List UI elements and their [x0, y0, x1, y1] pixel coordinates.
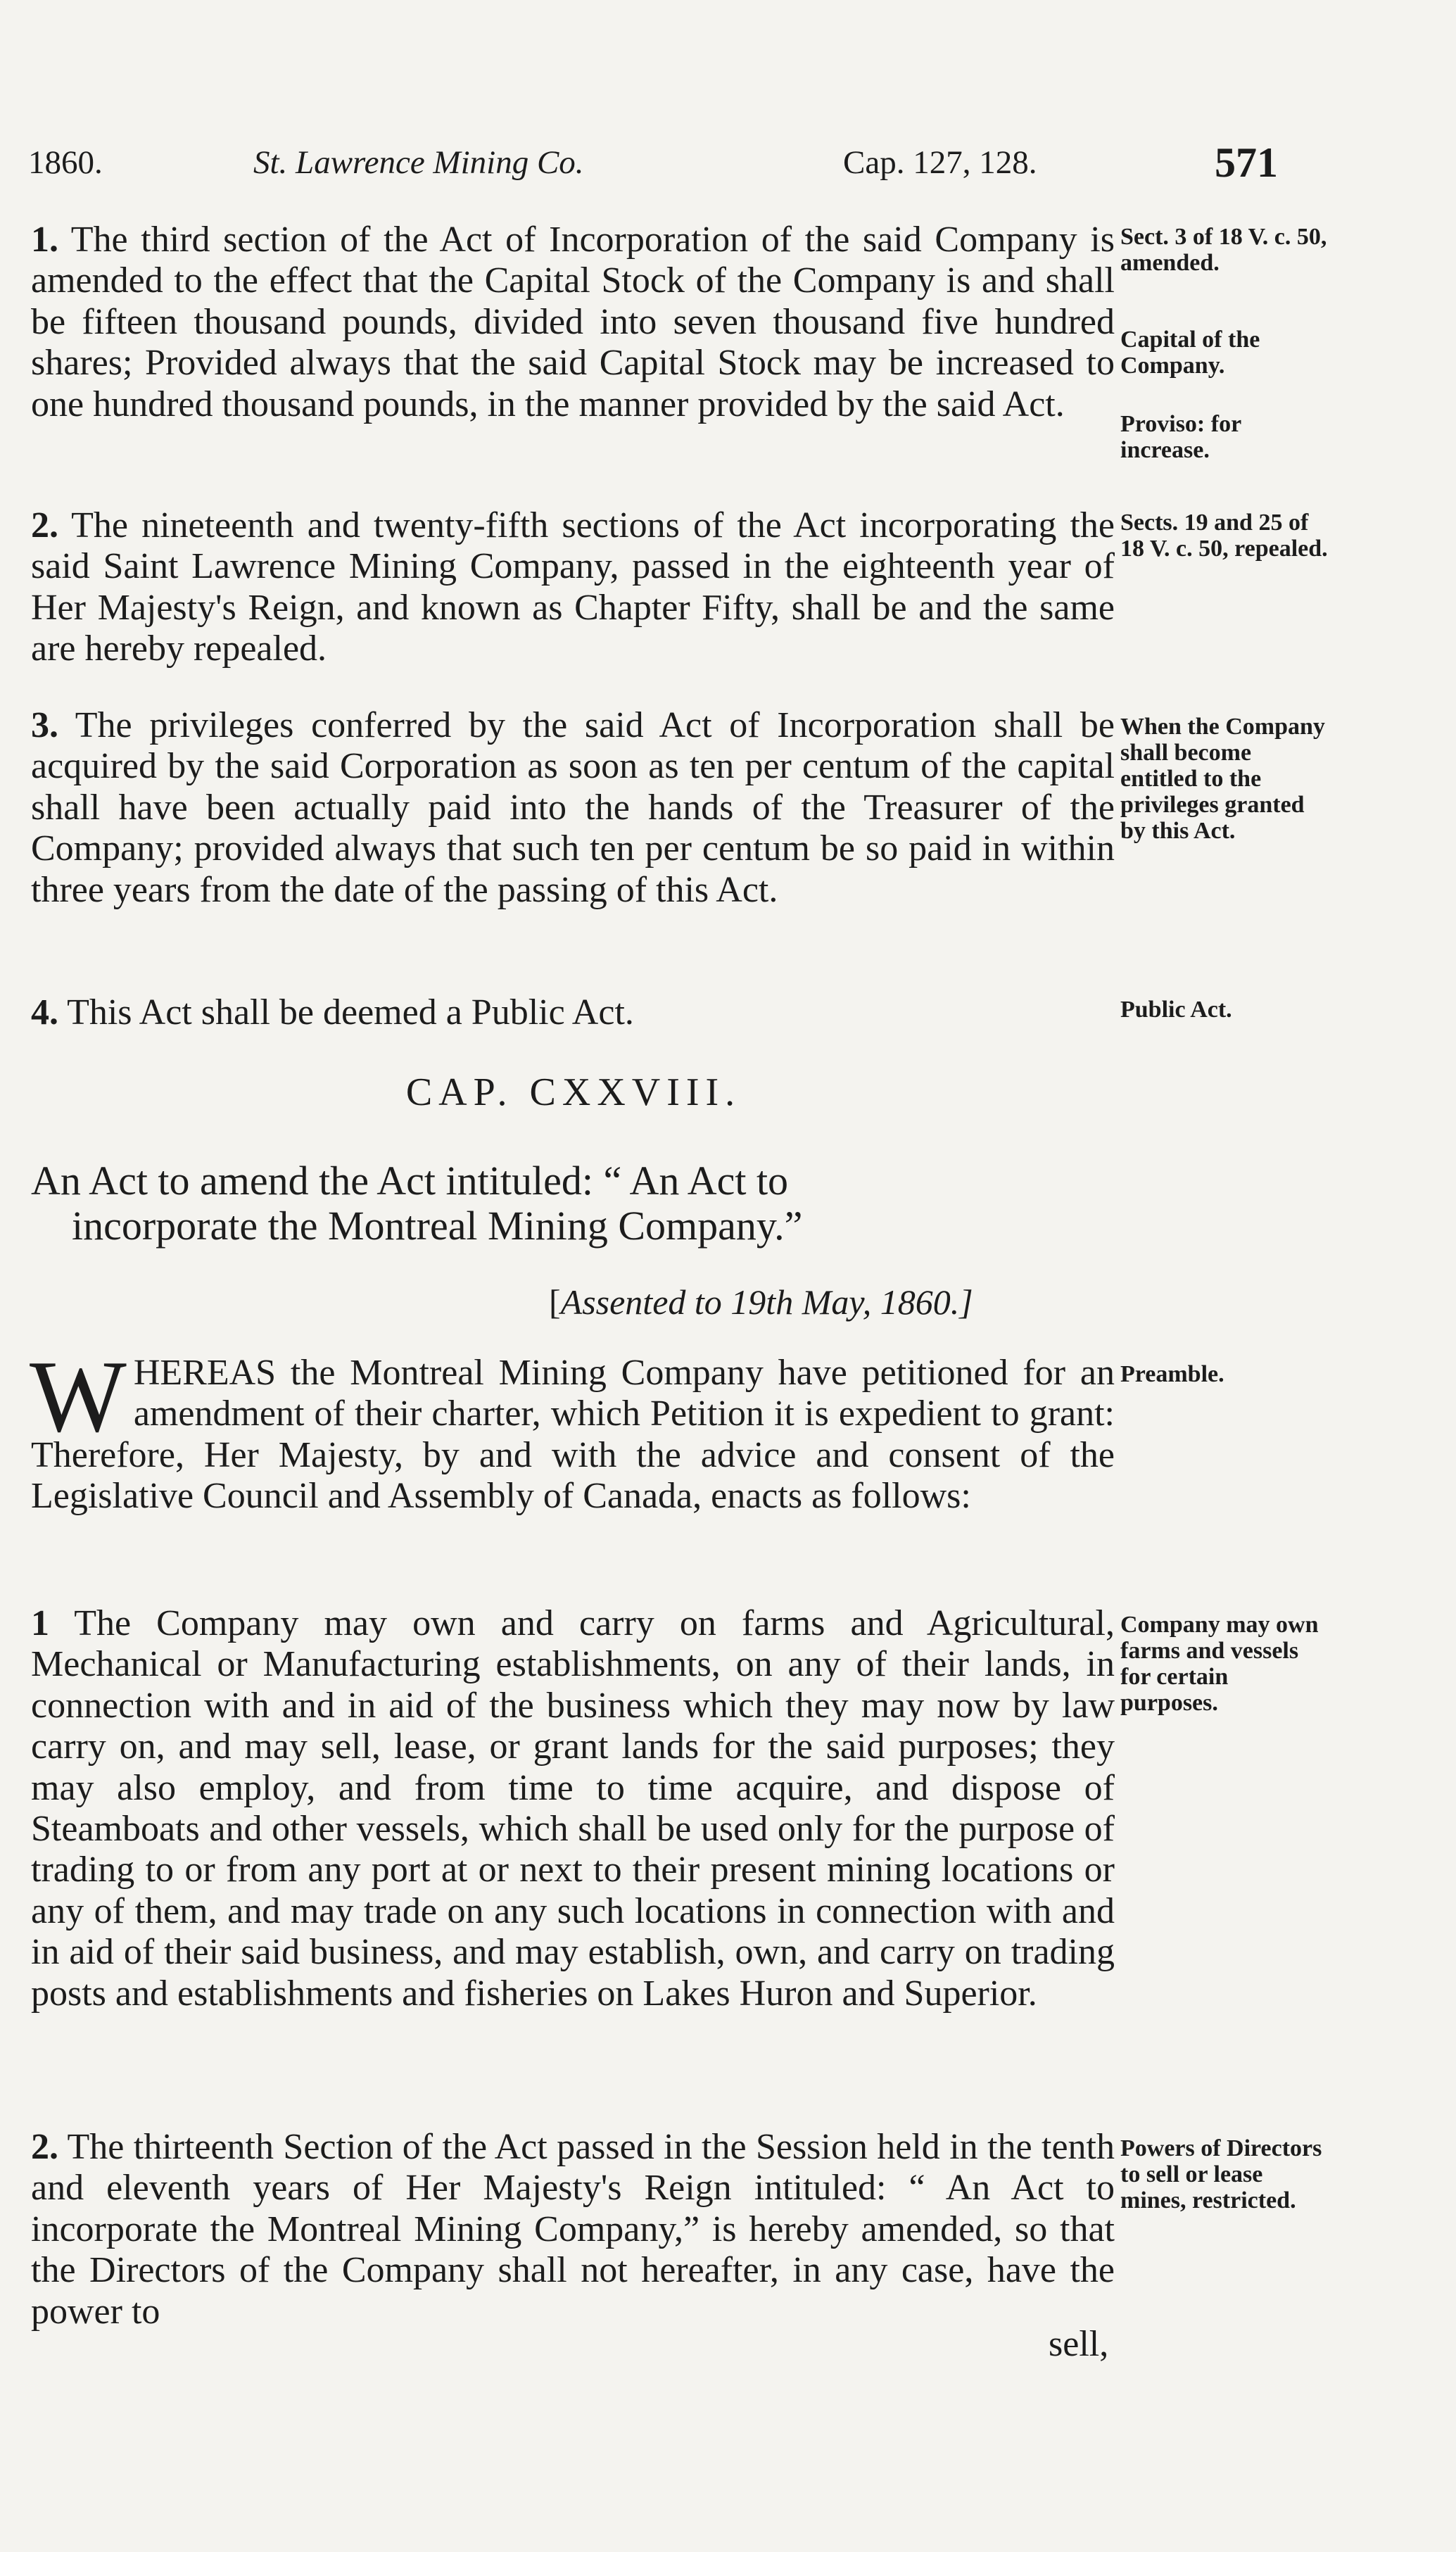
- margin-note-sect-3: Sect. 3 of 18 V. c. 50, amended.: [1120, 224, 1327, 276]
- margin-note-capital: Capital of the Company.: [1120, 327, 1260, 379]
- assent-line: [549, 1280, 973, 1325]
- assent-bracket: [: [549, 1282, 561, 1322]
- section-number: 1: [31, 1603, 49, 1643]
- drop-cap: W: [30, 1339, 127, 1453]
- section-text: This Act shall be deemed a Public Act.: [67, 992, 634, 1032]
- section-number: 4.: [31, 992, 58, 1032]
- margin-note-preamble: Preamble.: [1120, 1361, 1224, 1387]
- margin-note-privileges: When the Company shall become entitled to the privileges granted by this Act.: [1120, 714, 1325, 844]
- preamble-text: the Montreal Mining Company have petitioned for an amendment of their charter, which Petition it is expedient to grant: Therefore, Her Majesty, by and with the advice and consent of the Legislative Council and Assembly of Canada, enacts as follows:: [31, 1353, 1115, 1517]
- margin-note-public-act: Public Act.: [1120, 997, 1232, 1023]
- section-2-montreal: [31, 2127, 1115, 2332]
- section-4-st-lawrence: [31, 992, 1115, 1033]
- section-text: The Company may own and carry on farms and Agricultural, Mechanical or Manufacturing establishments, on any of their lands, in connection with and in aid of the business which they may now by law carry on, and may sell, lease, or grant lands for the said purposes; they may also employ, and from time to time acquire, and dispose of Steamboats and other vessels, which shall be used only for the purpose of trading to or from any port at or next to their present mining locations or any of them, and may trade on any such locations in connection with and in aid of their said business, and may establish, own, and carry on trading posts and establishments and fisheries on Lakes Huron and Superior.: [31, 1603, 1115, 2014]
- section-number: 1.: [31, 220, 58, 260]
- preamble-opening: HEREAS: [133, 1353, 277, 1393]
- section-text: The privileges conferred by the said Act of Incorporation shall be acquired by the said Corporation as soon as ten per centum of the capital shall have been actually paid into the hands of the Treasurer of the Company; provided always that such ten per centum be so paid in within three years from the date of the passing of this Act.: [31, 705, 1115, 910]
- margin-note-farms-vessels: Company may own farms and vessels for certain purposes.: [1120, 1612, 1319, 1716]
- act-title-line-2: incorporate the Montreal Mining Company.”: [72, 1203, 803, 1249]
- catchword: sell,: [1049, 2324, 1109, 2364]
- header-chapter: Cap. 127, 128.: [843, 144, 1037, 181]
- section-3-st-lawrence: [31, 705, 1115, 911]
- assent-date: 19th May, 1860.]: [730, 1282, 973, 1322]
- section-number: 2.: [31, 2127, 58, 2167]
- section-1-st-lawrence: [31, 220, 1115, 425]
- section-text: The nineteenth and twenty-fifth sections of the Act incorporating the said Saint Lawrence Mining Company, passed in the eighteenth year of Her Majesty's Reign, and known as Chapter Fifty, shall be and the same are hereby repealed.: [31, 505, 1115, 669]
- assent-label: Assented to: [560, 1282, 722, 1322]
- section-text: The thirteenth Section of the Act passed in the Session held in the tenth and eleventh years of Her Majesty's Reign intituled: “ An Act to incorporate the Montreal Mining Company,” is hereby amended, so that the Directors of the Company shall not hereafter, in any case, have the power to: [31, 2127, 1115, 2332]
- margin-note-proviso: Proviso: for increase.: [1120, 411, 1241, 463]
- section-number: 3.: [31, 705, 58, 745]
- section-2-st-lawrence: [31, 505, 1115, 670]
- header-year: 1860.: [28, 144, 103, 181]
- section-text: The third section of the Act of Incorporation of the said Company is amended to the effect that the Capital Stock of the Company is and shall be fifteen thousand pounds, divided into seven thousand five hundred shares; Provided always that the said Capital Stock may be increased to one hundred thousand pounds, in the manner provided by the said Act.: [31, 220, 1115, 424]
- margin-note-repealed: Sects. 19 and 25 of 18 V. c. 50, repealed.: [1120, 510, 1328, 562]
- act-title-line-1: An Act to amend the Act intituled: “ An Act to: [31, 1158, 789, 1204]
- preamble: [30, 1339, 1115, 1517]
- header-title: St. Lawrence Mining Co.: [253, 144, 584, 181]
- page-number: 571: [1215, 139, 1278, 186]
- chapter-heading: CAP. CXXVIII.: [405, 1070, 742, 1114]
- section-1-montreal: [31, 1603, 1115, 2014]
- act-title: [31, 1158, 1129, 1249]
- margin-note-directors: Powers of Directors to sell or lease mines, restricted.: [1120, 2135, 1322, 2213]
- section-number: 2.: [31, 505, 58, 545]
